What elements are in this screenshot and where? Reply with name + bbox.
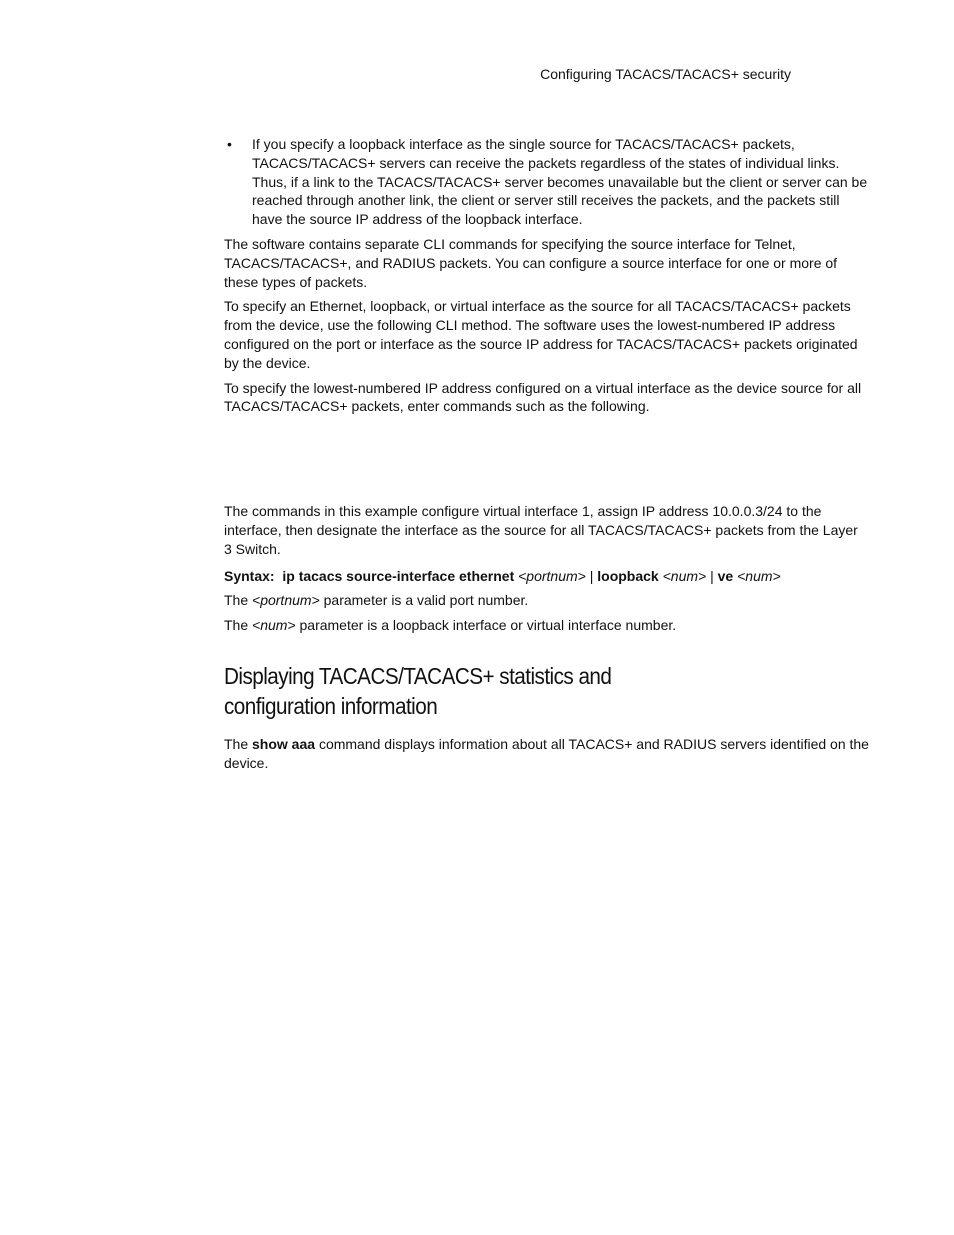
section-heading-line: configuration information (224, 692, 438, 719)
param-arg-num: <num> (252, 617, 296, 634)
section-heading (224, 661, 805, 721)
list-item (224, 135, 869, 229)
param-num-description: The <num> parameter is a loopback interface or virtual interface number. (224, 617, 677, 634)
syntax-keyword-loopback: loopback (597, 567, 659, 584)
syntax-arg-num: <num> (662, 567, 707, 584)
syntax-label: Syntax: (224, 567, 275, 584)
syntax-arg-portnum: <portnum> (518, 567, 586, 584)
paragraph-example-explanation: The commands in this example configure virtual interface 1, assign IP address 10.0.0.3/24 to the interface, then designate the interface as the source for all TACACS/TACACS+ packets from the Layer 3 Switch. (224, 503, 858, 557)
section-heading-line: Displaying TACACS/TACACS+ statistics and (224, 662, 612, 689)
syntax-line (224, 567, 869, 586)
command-show-aaa: show aaa (252, 735, 316, 752)
syntax-separator: | (589, 567, 594, 584)
paragraph-show-aaa: The show aaa command displays information about all TACACS+ and RADIUS servers identified on the device. (224, 735, 869, 771)
param-arg-portnum: <portnum> (252, 592, 320, 609)
syntax-command: ip tacacs source-interface ethernet (282, 567, 515, 584)
bullet-text: If you specify a loopback interface as the single source for TACACS/TACACS+ packets, TACACS/TACACS+ servers can receive the packets regardless of the states of individual links. Thus, if a link to the TACACS/TACACS+ server becomes unavailable but the client or server can be reached through another link, the client or server still receives the packets, and the packets still have the source IP address of the loopback interface. (252, 136, 868, 228)
bullet-list (224, 135, 869, 229)
syntax-keyword-ve: ve (717, 567, 734, 584)
bullet-icon: • (227, 136, 232, 152)
syntax-separator: | (710, 567, 714, 584)
paragraph-virtual-interface: To specify the lowest-numbered IP address configured on a virtual interface as the device source for all TACACS/TACACS+ packets, enter commands such as the following. (224, 379, 862, 415)
page-content (224, 135, 869, 773)
paragraph-cli-method: To specify an Ethernet, loopback, or virtual interface as the source for all TACACS/TACACS+ packets from the device, use the following CLI method. The software uses the lowest-numbered IP address configured on the port or interface as the source IP address for TACACS/TACACS+ packets originated by the device. (224, 298, 858, 371)
paragraph-source-commands: The software contains separate CLI commands for specifying the source interface for Telnet, TACACS/TACACS+, and RADIUS packets. You can configure a source interface for one or more of these types of packets. (224, 235, 838, 290)
running-header: Configuring TACACS/TACACS+ security (540, 66, 791, 82)
syntax-arg-num: <num> (737, 567, 781, 584)
param-portnum-description: The <portnum> parameter is a valid port number. (224, 592, 529, 609)
